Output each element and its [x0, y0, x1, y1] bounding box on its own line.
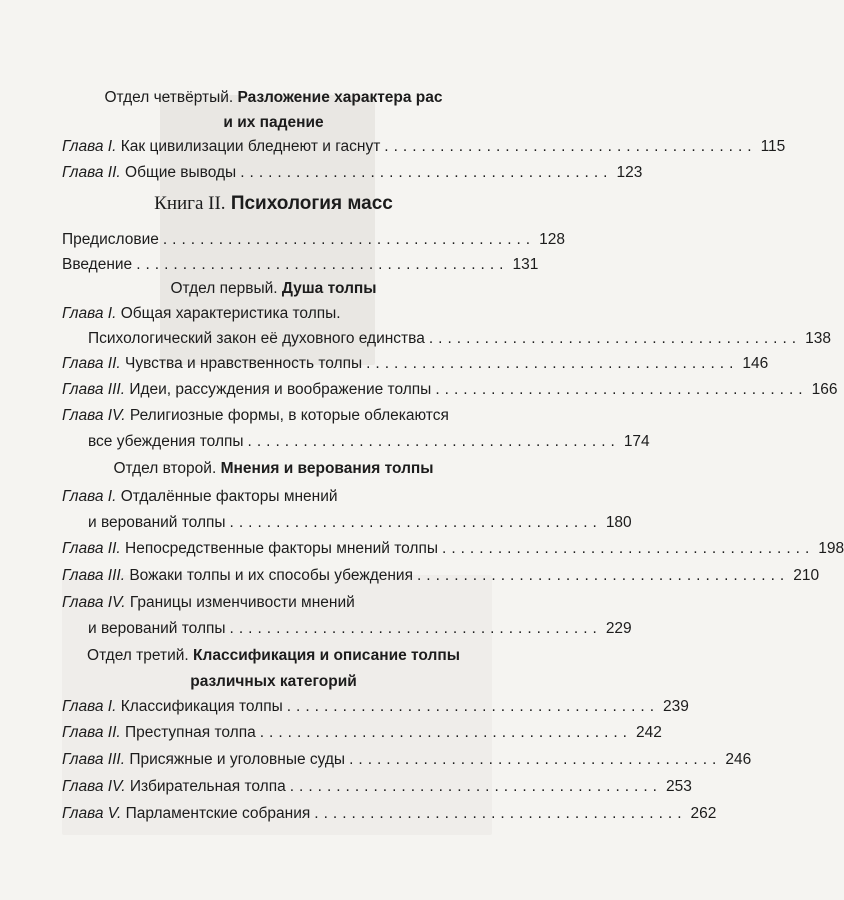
chapter-label: Глава II. — [62, 164, 121, 181]
entry-title — [62, 537, 438, 561]
toc-entry — [62, 775, 692, 799]
chapter-label: Глава III. — [62, 381, 126, 398]
leader-dots: ........................................ — [349, 751, 722, 768]
entry-title — [62, 802, 310, 826]
entry-title — [62, 591, 355, 615]
page-number: 239 — [663, 698, 689, 715]
toc-entry — [62, 135, 786, 159]
page-number: 262 — [690, 805, 717, 822]
toc-entry-continuation — [88, 617, 632, 641]
chapter-title: Преступная толпа — [125, 724, 256, 741]
leader-dots: ........................................ — [259, 724, 632, 741]
page-number: 253 — [665, 778, 692, 795]
chapter-label: Глава I. — [62, 305, 117, 322]
leader-dots: ........................................ — [247, 433, 620, 450]
entry-title — [62, 404, 449, 428]
chapter-label: Глава II. — [62, 355, 121, 372]
leader-dots: ........................................ — [314, 805, 687, 822]
chapter-label: Глава III. — [62, 751, 126, 768]
page-number: 123 — [616, 164, 643, 181]
toc-entry — [62, 485, 485, 509]
chapter-label: Глава I. — [62, 698, 117, 715]
chapter-title: все убеждения толпы — [88, 433, 244, 450]
chapter-title: Парламентские собрания — [125, 805, 311, 822]
page-number: 115 — [760, 138, 786, 155]
chapter-label: Глава II. — [62, 724, 121, 741]
leader-dots: ........................................ — [435, 381, 808, 398]
chapter-label: Глава IV. — [62, 594, 126, 611]
leader-dots: ........................................ — [366, 355, 739, 372]
chapter-title: Как цивилизации бледнеют и гаснут — [120, 138, 381, 155]
book-2-heading — [62, 190, 485, 218]
entry-title — [62, 378, 431, 402]
section-title: Мнения и верования толпы — [220, 460, 434, 477]
toc-entry — [62, 802, 717, 826]
chapter-title: Избирательная толпа — [129, 778, 286, 795]
chapter-label: Глава I. — [62, 138, 117, 155]
page-number: 138 — [805, 330, 831, 347]
toc-entry — [62, 378, 838, 402]
page-number: 128 — [539, 231, 565, 248]
toc-entry — [62, 404, 485, 428]
page-number: 166 — [811, 381, 838, 398]
page-number: 146 — [742, 355, 769, 372]
entry-title — [62, 135, 380, 159]
section-4-heading — [62, 86, 485, 110]
toc-entry-continuation — [88, 327, 831, 351]
chapter-label: Глава III. — [62, 567, 126, 584]
page-number: 131 — [512, 256, 539, 273]
chapter-title: Непосредственные факторы мнений толпы — [125, 540, 439, 557]
leader-dots: ........................................ — [428, 330, 802, 347]
section-title: Душа толпы — [281, 280, 377, 297]
entry-title — [62, 564, 413, 588]
entry-title: Предисловие — [62, 231, 159, 248]
chapter-label: Глава V. — [62, 805, 122, 822]
chapter-title: Отдалённые факторы мнений — [120, 488, 338, 505]
chapter-title: Общие выводы — [125, 164, 237, 181]
section-1-heading — [62, 277, 485, 301]
toc-entry — [62, 161, 643, 185]
leader-dots: ........................................ — [384, 138, 757, 155]
chapter-title: Чувства и нравственность толпы — [125, 355, 363, 372]
toc-entry — [62, 695, 689, 719]
entry-title — [62, 161, 236, 185]
entry-title — [62, 352, 362, 376]
leader-dots: ........................................ — [286, 698, 660, 715]
chapter-title: Вожаки толпы и их способы убеждения — [129, 567, 413, 584]
toc-entry — [62, 591, 485, 615]
entry-title — [62, 485, 338, 509]
section-title: и их падение — [223, 114, 324, 131]
section-label: Отдел третий. — [87, 647, 189, 664]
leader-dots: ........................................ — [136, 256, 509, 273]
chapter-title: Границы изменчивости мнений — [129, 594, 355, 611]
chapter-title: Религиозные формы, в которые облекаются — [129, 407, 449, 424]
chapter-title: Общая характеристика толпы. — [120, 305, 341, 322]
entry-title — [62, 695, 283, 719]
book-title: Психология масс — [230, 193, 393, 214]
entry-title — [62, 302, 341, 326]
page-number: 242 — [636, 724, 662, 741]
page-number: 229 — [605, 620, 632, 637]
section-3-heading — [62, 644, 485, 668]
chapter-title: и верований толпы — [88, 514, 226, 531]
book-label: Книга II. — [154, 193, 226, 214]
chapter-label: Глава IV. — [62, 778, 126, 795]
toc-entry-continuation — [88, 511, 632, 535]
entry-title — [62, 775, 286, 799]
chapter-title: Классификация толпы — [120, 698, 283, 715]
section-label: Отдел четвёртый. — [104, 89, 234, 106]
chapter-label: Глава IV. — [62, 407, 126, 424]
toc-entry — [62, 721, 662, 745]
section-3-heading-line2 — [62, 670, 485, 694]
entry-title: Введение — [62, 256, 133, 273]
entry-title — [62, 748, 345, 772]
section-2-heading — [62, 457, 485, 481]
leader-dots: ........................................ — [289, 778, 662, 795]
page-number: 246 — [725, 751, 752, 768]
leader-dots: ........................................ — [229, 514, 602, 531]
toc-entry — [62, 302, 485, 326]
page-number: 210 — [793, 567, 820, 584]
leader-dots: ........................................ — [240, 164, 613, 181]
toc-entry — [62, 537, 844, 561]
chapter-label: Глава II. — [62, 540, 121, 557]
leader-dots: ........................................ — [162, 231, 536, 248]
toc-entry — [62, 228, 565, 252]
section-label: Отдел второй. — [113, 460, 217, 477]
leader-dots: ........................................ — [416, 567, 790, 584]
toc-entry — [62, 564, 820, 588]
section-title: Разложение характера рас — [237, 89, 443, 106]
chapter-label: Глава I. — [62, 488, 117, 505]
entry-title — [62, 721, 256, 745]
section-title: различных категорий — [190, 673, 357, 690]
page-number: 174 — [623, 433, 650, 450]
toc-entry — [62, 748, 752, 772]
section-title: Классификация и описание толпы — [193, 647, 460, 664]
section-label: Отдел первый. — [170, 280, 278, 297]
section-4-heading-line2 — [62, 111, 485, 135]
leader-dots: ........................................ — [229, 620, 602, 637]
chapter-title: и верований толпы — [88, 620, 226, 637]
leader-dots: ........................................ — [442, 540, 815, 557]
chapter-title: Присяжные и уголовные суды — [129, 751, 346, 768]
page-number: 198 — [818, 540, 844, 557]
toc-entry-continuation — [88, 430, 650, 454]
chapter-title: Психологический закон её духовного единства — [88, 330, 425, 347]
chapter-title: Идеи, рассуждения и воображение толпы — [129, 381, 432, 398]
page-number: 180 — [605, 514, 632, 531]
toc-entry — [62, 352, 769, 376]
toc-entry — [62, 253, 539, 277]
